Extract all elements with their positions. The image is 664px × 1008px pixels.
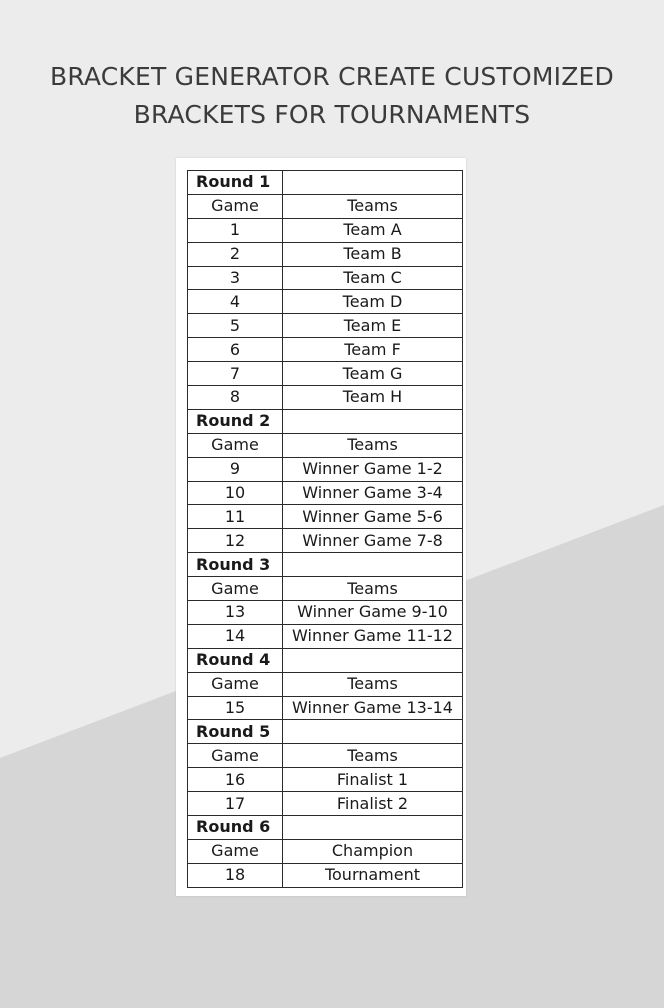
table-row-game-cell: 13 — [188, 601, 283, 625]
table-row — [188, 505, 463, 529]
table-row-teams-cell: Winner Game 13-14 — [283, 696, 463, 720]
table-row-game-cell: 14 — [188, 624, 283, 648]
table-row — [188, 624, 463, 648]
table-row-game-cell: 8 — [188, 386, 283, 410]
round-heading-row-game-cell: Round 4 — [188, 648, 283, 672]
table-row — [188, 242, 463, 266]
table-row-game-cell: 6 — [188, 338, 283, 362]
column-header-row — [188, 744, 463, 768]
page-title — [0, 58, 664, 134]
round-heading-row-teams-cell — [283, 553, 463, 577]
table-row-teams-cell: Winner Game 5-6 — [283, 505, 463, 529]
column-header-row-teams-cell: Teams — [283, 577, 463, 601]
table-row-game-cell: 12 — [188, 529, 283, 553]
table-row-teams-cell: Winner Game 11-12 — [283, 624, 463, 648]
page-title-line-1: BRACKET GENERATOR CREATE CUSTOMIZED — [50, 62, 614, 91]
table-row-teams-cell: Winner Game 3-4 — [283, 481, 463, 505]
column-header-row-game-cell: Game — [188, 433, 283, 457]
table-row — [188, 218, 463, 242]
table-row-game-cell: 1 — [188, 218, 283, 242]
round-heading-row — [188, 816, 463, 840]
table-row-teams-cell: Team F — [283, 338, 463, 362]
table-row-teams-cell: Winner Game 7-8 — [283, 529, 463, 553]
table-row-teams-cell: Team B — [283, 242, 463, 266]
table-row — [188, 696, 463, 720]
column-header-row-teams-cell: Champion — [283, 839, 463, 863]
table-row-teams-cell: Team H — [283, 386, 463, 410]
table-row — [188, 290, 463, 314]
column-header-row-game-cell: Game — [188, 194, 283, 218]
table-row-teams-cell: Winner Game 1-2 — [283, 457, 463, 481]
table-row — [188, 529, 463, 553]
round-heading-row — [188, 409, 463, 433]
table-row-teams-cell: Finalist 2 — [283, 792, 463, 816]
column-header-row-game-cell: Game — [188, 672, 283, 696]
table-row-game-cell: 18 — [188, 863, 283, 887]
table-row — [188, 266, 463, 290]
table-row-teams-cell: Team D — [283, 290, 463, 314]
table-row-teams-cell: Winner Game 9-10 — [283, 601, 463, 625]
round-heading-row-teams-cell — [283, 816, 463, 840]
table-row-game-cell: 16 — [188, 768, 283, 792]
table-row-teams-cell: Team E — [283, 314, 463, 338]
round-heading-row — [188, 171, 463, 195]
column-header-row-teams-cell: Teams — [283, 194, 463, 218]
table-row — [188, 601, 463, 625]
table-row — [188, 314, 463, 338]
table-row-teams-cell: Finalist 1 — [283, 768, 463, 792]
column-header-row-teams-cell: Teams — [283, 672, 463, 696]
table-row — [188, 386, 463, 410]
table-row-game-cell: 3 — [188, 266, 283, 290]
table-row — [188, 457, 463, 481]
table-row-game-cell: 11 — [188, 505, 283, 529]
round-heading-row-teams-cell — [283, 171, 463, 195]
table-row-game-cell: 9 — [188, 457, 283, 481]
bracket-table — [187, 170, 463, 888]
table-row — [188, 792, 463, 816]
column-header-row-game-cell: Game — [188, 839, 283, 863]
table-row-game-cell: 7 — [188, 362, 283, 386]
table-row-game-cell: 2 — [188, 242, 283, 266]
table-row — [188, 768, 463, 792]
table-row-teams-cell: Team A — [283, 218, 463, 242]
table-row — [188, 481, 463, 505]
table-row — [188, 338, 463, 362]
round-heading-row-game-cell: Round 5 — [188, 720, 283, 744]
table-row-game-cell: 4 — [188, 290, 283, 314]
round-heading-row — [188, 720, 463, 744]
round-heading-row-teams-cell — [283, 409, 463, 433]
table-row-game-cell: 15 — [188, 696, 283, 720]
round-heading-row-game-cell: Round 3 — [188, 553, 283, 577]
table-row — [188, 863, 463, 887]
page-title-line-2: BRACKETS FOR TOURNAMENTS — [133, 100, 531, 129]
round-heading-row — [188, 553, 463, 577]
table-row-teams-cell: Team C — [283, 266, 463, 290]
column-header-row — [188, 194, 463, 218]
column-header-row-teams-cell: Teams — [283, 744, 463, 768]
bracket-table-body — [188, 171, 463, 888]
table-row-teams-cell: Team G — [283, 362, 463, 386]
column-header-row — [188, 577, 463, 601]
table-row-game-cell: 5 — [188, 314, 283, 338]
table-row-teams-cell: Tournament — [283, 863, 463, 887]
column-header-row — [188, 672, 463, 696]
table-row — [188, 362, 463, 386]
round-heading-row-game-cell: Round 1 — [188, 171, 283, 195]
table-row-game-cell: 17 — [188, 792, 283, 816]
round-heading-row-teams-cell — [283, 648, 463, 672]
column-header-row-game-cell: Game — [188, 744, 283, 768]
column-header-row-teams-cell: Teams — [283, 433, 463, 457]
round-heading-row-game-cell: Round 6 — [188, 816, 283, 840]
table-row-game-cell: 10 — [188, 481, 283, 505]
round-heading-row-game-cell: Round 2 — [188, 409, 283, 433]
round-heading-row — [188, 648, 463, 672]
column-header-row-game-cell: Game — [188, 577, 283, 601]
column-header-row — [188, 433, 463, 457]
round-heading-row-teams-cell — [283, 720, 463, 744]
column-header-row — [188, 839, 463, 863]
